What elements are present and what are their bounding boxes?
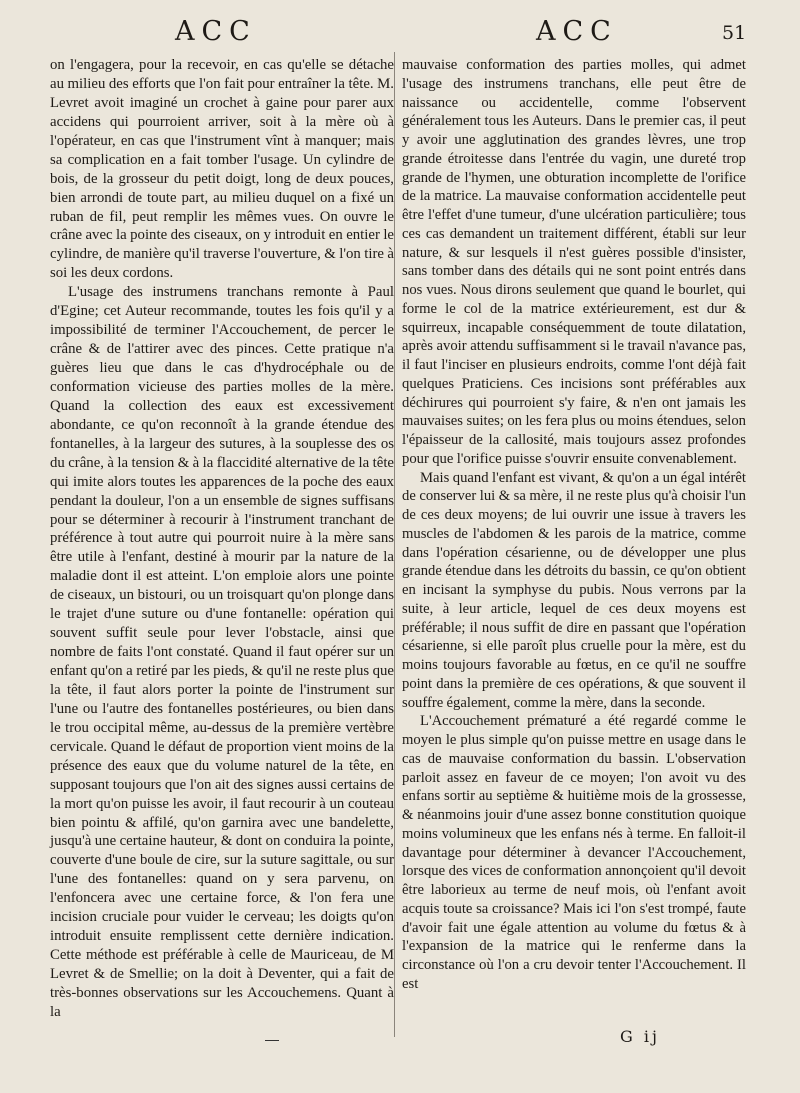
column-divider bbox=[394, 52, 395, 1037]
right-column bbox=[402, 56, 746, 994]
right-paragraph-2: Mais quand l'enfant est vivant, & qu'on a un égal intérêt de conserver lui & sa mère, il ne reste plus qu'à choisir l'un de ces deux moyens; de lui ouvrir une issue à travers les muscles de l'abdomen & les parois de la matrice, comme dans l'opération césarienne, ou de développer une plus grande étendue dans les détroits du bassin, ce qu'on obtient en incisant la symphyse du pubis. Nous verrons par la suite, à leur article, lequel de ces deux moyens est préférable; il nous suffit de dire en passant que l'opération césarienne, si elle paroît plus cruelle pour la mère, est du moins toujours favorable au fœtus, en ce qu'il ne souffre point dans la première de ces opérations, & que souvent il souffre également, comme la mère, dans la seconde. bbox=[402, 469, 746, 711]
left-paragraph-1: on l'engagera, pour la recevoir, en cas qu'elle se détache au milieu des efforts que l'on fait pour entraîner la tête. M. Levret avoit imaginé un crochet à gaine pour parer aux accidens qui pourroient arriver, soit à la mère où à l'opérateur, en cas que l'instrument vînt à manquer; mais sa complication en a fait tomber l'usage. Un cylindre de bois, de la grosseur du petit doigt, long de deux pouces, bien arrondi de toute part, au milieu duquel on a fixé un ruban de fil, peut remplir les mêmes vues. On ouvre le crâne avec la pointe des ciseaux, on y introduit en entier le cylindre, de manière qu'il traverse l'ouverture, & l'on tire à soi les deux cordons. bbox=[50, 57, 394, 282]
header-right-title: ACC bbox=[536, 16, 618, 47]
bottom-dash bbox=[265, 1040, 279, 1041]
left-column bbox=[50, 56, 394, 1022]
running-header bbox=[0, 16, 800, 56]
signature-mark: G ij bbox=[620, 1027, 660, 1046]
right-paragraph-1: mauvaise conformation des parties molles, qui admet l'usage des instrumens tranchans, elle peut être de naissance ou accidentelle, comme l'observent généralement tous les Auteurs. Dans le premier cas, il peut y avoir une agglutination des grandes lèvres, une trop grande étroitesse dans l'entrée du vagin, une dureté trop grande de l'hymen, une obturation incomplette de l'orifice de la matrice. La mauvaise conformation accidentelle peut être l'effet d'une tumeur, d'une ulcération particulière; tous ces cas demandent un traitement différent, établi sur leur nature, & sur lesquels il n'est guères possible d'insister, sans tomber dans des détails qui ne sont point entrés dans nos vues. Nous dirons seulement que quand le bourlet, qui forme le col de la matrice extérieurement, est dur & squirreux, incapable conséquemment de toute dilatation, après avoir attendu suffisamment si le travail n'avance pas, il faut l'inciser en plusieurs endroits, comme l'ont déjà fait quelques Praticiens. Ces incisions sont préférables aux déchirures qui pourroient s'y faire, & n'en ont jamais les mauvaises suites; on les fera plus ou moins étendues, selon l'épaisseur de la callosité, mais toujours assez profondes pour que l'orifice puisse s'ouvrir ensuite convenablement. bbox=[402, 57, 746, 467]
header-left-title: ACC bbox=[175, 16, 257, 47]
left-paragraph-2: L'usage des instrumens tranchans remonte à Paul d'Egine; cet Auteur recommande, toutes les fois qu'il y a impossibilité de terminer l'Accouchement, de percer le crâne & de l'attirer avec des pinces. Cette pratique n'a guères lieu que dans le cas d'hydrocéphale ou de conformation vicieuse des parties molles de la mère. Quand la collection des eaux est excessivement abondante, ce qu'on reconnoît à la grande étendue des fontanelles, à la largeur des sutures, à la souplesse des os du crâne, à la tension & à la flaccidité alternative de la tête qui imite alors toutes les apparences de la poche des eaux pendant la douleur, l'on a un ensemble de signes suffisans pour se déterminer à recourir à l'instrument tranchant de préférence à tout autre qui pourroit nuire à la mère sans être utile à l'enfant, destiné à mourir par la nature de la maladie dont il est atteint. L'on emploie alors une pointe de ciseaux, un bistouri, ou un troisquart qu'on plonge dans le trajet d'une suture ou d'une fontanelle: opération qui souvent suffit seule pour lever l'obstacle, ainsi que nombre de faits l'ont constaté. Quand il faut opérer sur un enfant qu'on a retiré par les pieds, & qu'il ne reste plus que la tête, il faut alors porter la pointe de l'instrument sur l'une ou l'autre des fontanelles postérieures, ou bien dans le trou occipital même, au-dessus de la première vertèbre cervicale. Quand le défaut de proportion vient moins de la présence des eaux que du volume naturel de la tête, en supposant toujours que l'on ait des signes aussi certains de la mort qu'on puisse les avoir, il faut recourir à un couteau bien pointu & affilé, qu'on garnira avec une bandelette, jusqu'à une certaine hauteur, & dont on conduira la pointe, couverte d'une boule de cire, sur la suture sagittale, ou sur l'une des fontanelles: quand on y sera parvenu, on l'enfoncera avec une certaine force, & l'on fera une incision cruciale pour vuider le cerveau; les doigts qu'on introduit ensuite remplissent cette dernière indication. Cette méthode est préférable à celle de Mauriceau, de M Levret & de Smellie; on la doit à Deventer, qui a fait de très-bonnes observations sur les Accouchemens. Quant à la bbox=[50, 284, 394, 1020]
right-paragraph-3: L'Accouchement prématuré a été regardé comme le moyen le plus simple qu'on puisse mettre en usage dans le cas de mauvaise conformation du bassin. L'observation parloit assez en faveur de ce moyen; l'on avoit vu des enfans sortir au septième & huitième mois de la grossesse, & néanmoins jouir d'une assez bonne constitution quoique moins volumineux que les enfans nés à terme. En falloit-il davantage pour déterminer à devancer l'Accouchement, lorsque des vices de conformation annonçoient qu'il devoit être laborieux au terme de neuf mois, où l'enfant avoit acquis toute sa croissance? Mais ici l'on s'est trompé, faute d'avoir fait une égale attention au volume du fœtus & à l'expansion de la matrice qui le renferme dans la circonstance où l'on a cru devoir tenter l'Accouchement. Il est bbox=[402, 713, 746, 992]
page-number: 51 bbox=[722, 22, 747, 44]
